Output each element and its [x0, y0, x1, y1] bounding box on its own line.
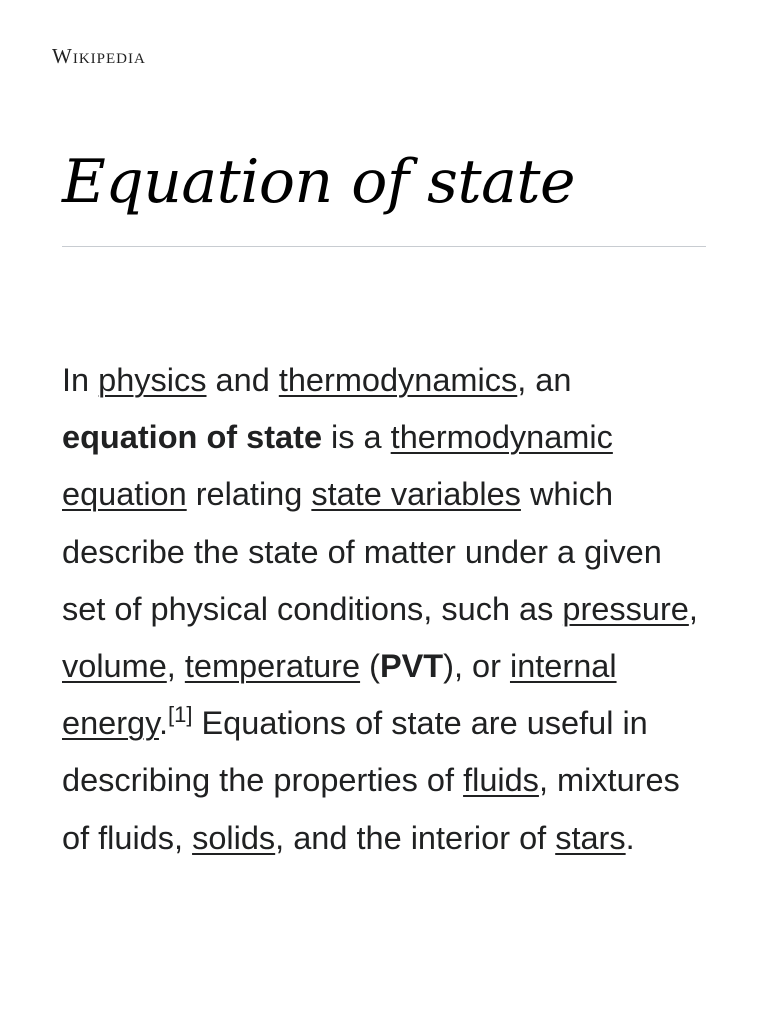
link-stars[interactable]: stars: [555, 819, 626, 856]
bold-term-equation-of-state: equation of state: [62, 419, 323, 456]
link-temperature[interactable]: temperature: [184, 648, 361, 685]
text-run: relating: [186, 476, 312, 513]
text-run: Equations of state are useful in describing the properties of: [62, 705, 648, 799]
reference-link-1[interactable]: [1]: [168, 702, 193, 728]
link-internal-energy[interactable]: internal energy: [62, 648, 617, 742]
link-fluids[interactable]: fluids: [463, 762, 539, 799]
lead-paragraph: [62, 352, 706, 867]
link-volume[interactable]: volume: [62, 648, 167, 685]
reference-1: [168, 702, 192, 727]
link-thermodynamic-equation[interactable]: thermodynamic equation: [62, 419, 613, 513]
wikipedia-wordmark[interactable]: Wikipedia: [52, 44, 146, 68]
text-run: .: [625, 819, 635, 856]
text-run: ), or: [443, 648, 510, 685]
text-run: ,: [688, 590, 698, 627]
link-physics[interactable]: physics: [98, 362, 207, 398]
text-run: In: [62, 362, 99, 398]
text-run: and: [206, 362, 279, 398]
link-solids[interactable]: solids: [192, 819, 276, 856]
text-run: .: [158, 705, 168, 742]
bold-term-pvt: PVT: [379, 648, 444, 685]
link-state-variables[interactable]: state variables: [311, 476, 521, 513]
text-run: which describe the state of matter under a given set of physical conditions, such as: [62, 476, 662, 627]
page-title: Equation of state: [62, 147, 575, 217]
text-run: , and the interior of: [275, 819, 556, 856]
text-run: , mixtures of fluids,: [62, 762, 680, 856]
text-run: ,: [166, 648, 185, 685]
text-run: is a: [322, 419, 391, 456]
link-pressure[interactable]: pressure: [562, 590, 689, 627]
link-thermodynamics[interactable]: thermodynamics: [278, 362, 518, 398]
text-run: (: [360, 648, 380, 685]
title-divider: [62, 246, 706, 247]
text-run: , an: [517, 362, 572, 398]
